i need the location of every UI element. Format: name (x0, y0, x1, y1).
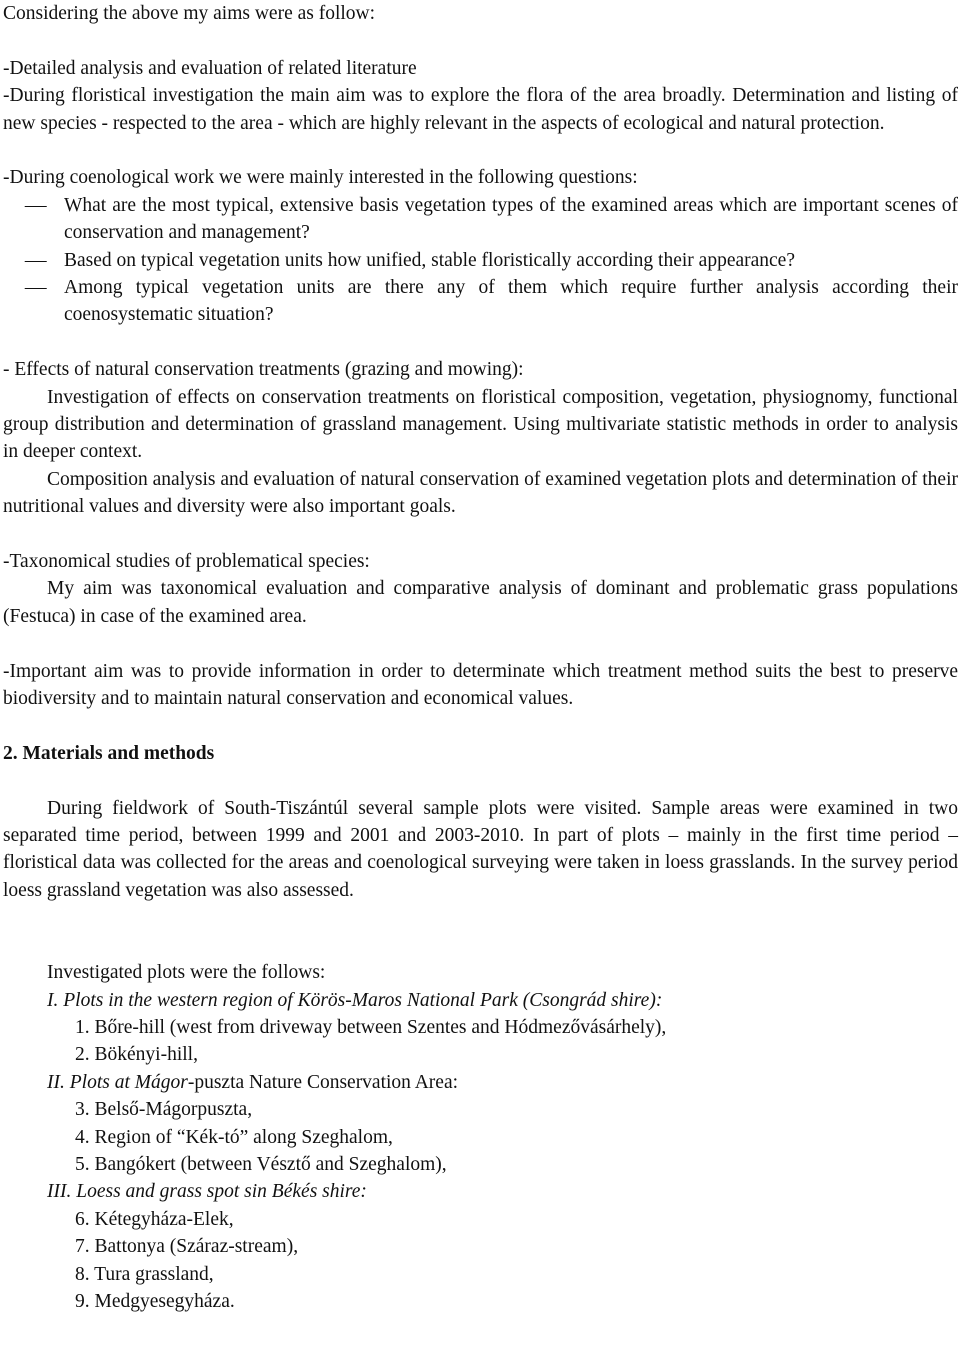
question-item: – What are the most typical, extensive basis vegetation types of the examined areas which are important scenes of conservation and management? (3, 192, 958, 247)
plot-list (3, 1096, 958, 1178)
spacer (3, 630, 958, 657)
spacer (3, 27, 958, 54)
taxonomical-paragraph: My aim was taxonomical evaluation and comparative analysis of dominant and problematic grass populations (Festuca) in case of the examined area. (3, 578, 958, 627)
intro-line: Considering the above my aims were as follow: (3, 3, 376, 24)
spacer (3, 137, 958, 164)
aim-literature: -Detailed analysis and evaluation of related literature (3, 57, 417, 79)
plot-item: 4. Region of “Kék-tó” along Szeghalom, (75, 1126, 393, 1148)
question-item: – Among typical vegetation units are there any of them which require further analysis according their coenosystematic situation? (3, 274, 958, 329)
plot-group-title (3, 1069, 958, 1096)
plot-group-title-rest: -puszta Nature Conservation Area: (187, 1071, 459, 1093)
plots-intro: Investigated plots were the follows: (47, 962, 326, 984)
plot-group-title-italic: II. Plots at Mágor (47, 1071, 188, 1093)
aim-floristical: -During floristical investigation the main aim was to explore the flora of the area broadly. Determination and listing of new species - respected to the area - which are highly relevant in the aspects of ecological and natural protection. (3, 85, 958, 134)
section-heading: 2. Materials and methods (3, 742, 215, 764)
plot-item: 8. Tura grassland, (75, 1263, 214, 1285)
plot-item: 1. Bőre-hill (west from driveway between Szentes and Hódmezővásárhely), (75, 1016, 667, 1038)
plot-item: 2. Bökényi-hill, (75, 1044, 198, 1066)
plot-group-title (3, 987, 958, 1014)
plot-group-title-italic: III. Loess and grass spot sin Békés shire: (47, 1181, 367, 1203)
spacer (3, 767, 958, 794)
plot-item: 3. Belső-Mágorpuszta, (75, 1099, 253, 1121)
methods-paragraph: During fieldwork of South-Tiszántúl several sample plots were visited. Sample areas were examined in two separated time period, between 1999 and 2001 and 2003-2010. In part of plots – mainly in the first time period – floristical data was collected for the areas and coenological surveying were taken in loess grasslands. In the survey period loess grassland vegetation was also assessed. (3, 797, 958, 901)
plot-group-title-italic: I. Plots in the western region of Körös-Maros National Park (Csongrád shire): (47, 989, 663, 1011)
plot-list (3, 1206, 958, 1316)
taxonomical-title: -Taxonomical studies of problematical species: (3, 551, 370, 573)
questions-list (3, 192, 958, 329)
plot-item: 6. Kétegyháza-Elek, (75, 1208, 234, 1230)
effects-paragraph-2: Composition analysis and evaluation of natural conservation of examined vegetation plots and determination of their nutritional values and diversity were also important goals. (3, 468, 958, 518)
spacer (3, 329, 958, 356)
spacer (3, 521, 958, 548)
plot-item: 9. Medgyesegyháza. (75, 1290, 235, 1312)
question-item: – Based on typical vegetation units how unified, stable floristically according their appearance? (3, 247, 958, 274)
effects-paragraph-1: Investigation of effects on conservation treatments on floristical composition, vegetation, physiognomy, functional group distribution and determination of grassland management. Using multivariate statistic methods in order to analysis in deeper context. (3, 386, 958, 463)
spacer (3, 904, 958, 959)
plot-group-title (3, 1178, 958, 1205)
aim-coenological-intro: -During coenological work we were mainly interested in the following questions: (3, 167, 638, 189)
plot-item: 7. Battonya (Száraz-stream), (75, 1236, 299, 1258)
plot-list (3, 1014, 958, 1069)
spacer (3, 712, 958, 739)
effects-title: - Effects of natural conservation treatments (grazing and mowing): (3, 359, 524, 381)
important-aim: -Important aim was to provide information in order to determinate which treatment method suits the best to preserve biodiversity and to maintain natural conservation and economical values. (3, 660, 958, 710)
plot-item: 5. Bangókert (between Vésztő and Szeghalom), (75, 1153, 447, 1175)
